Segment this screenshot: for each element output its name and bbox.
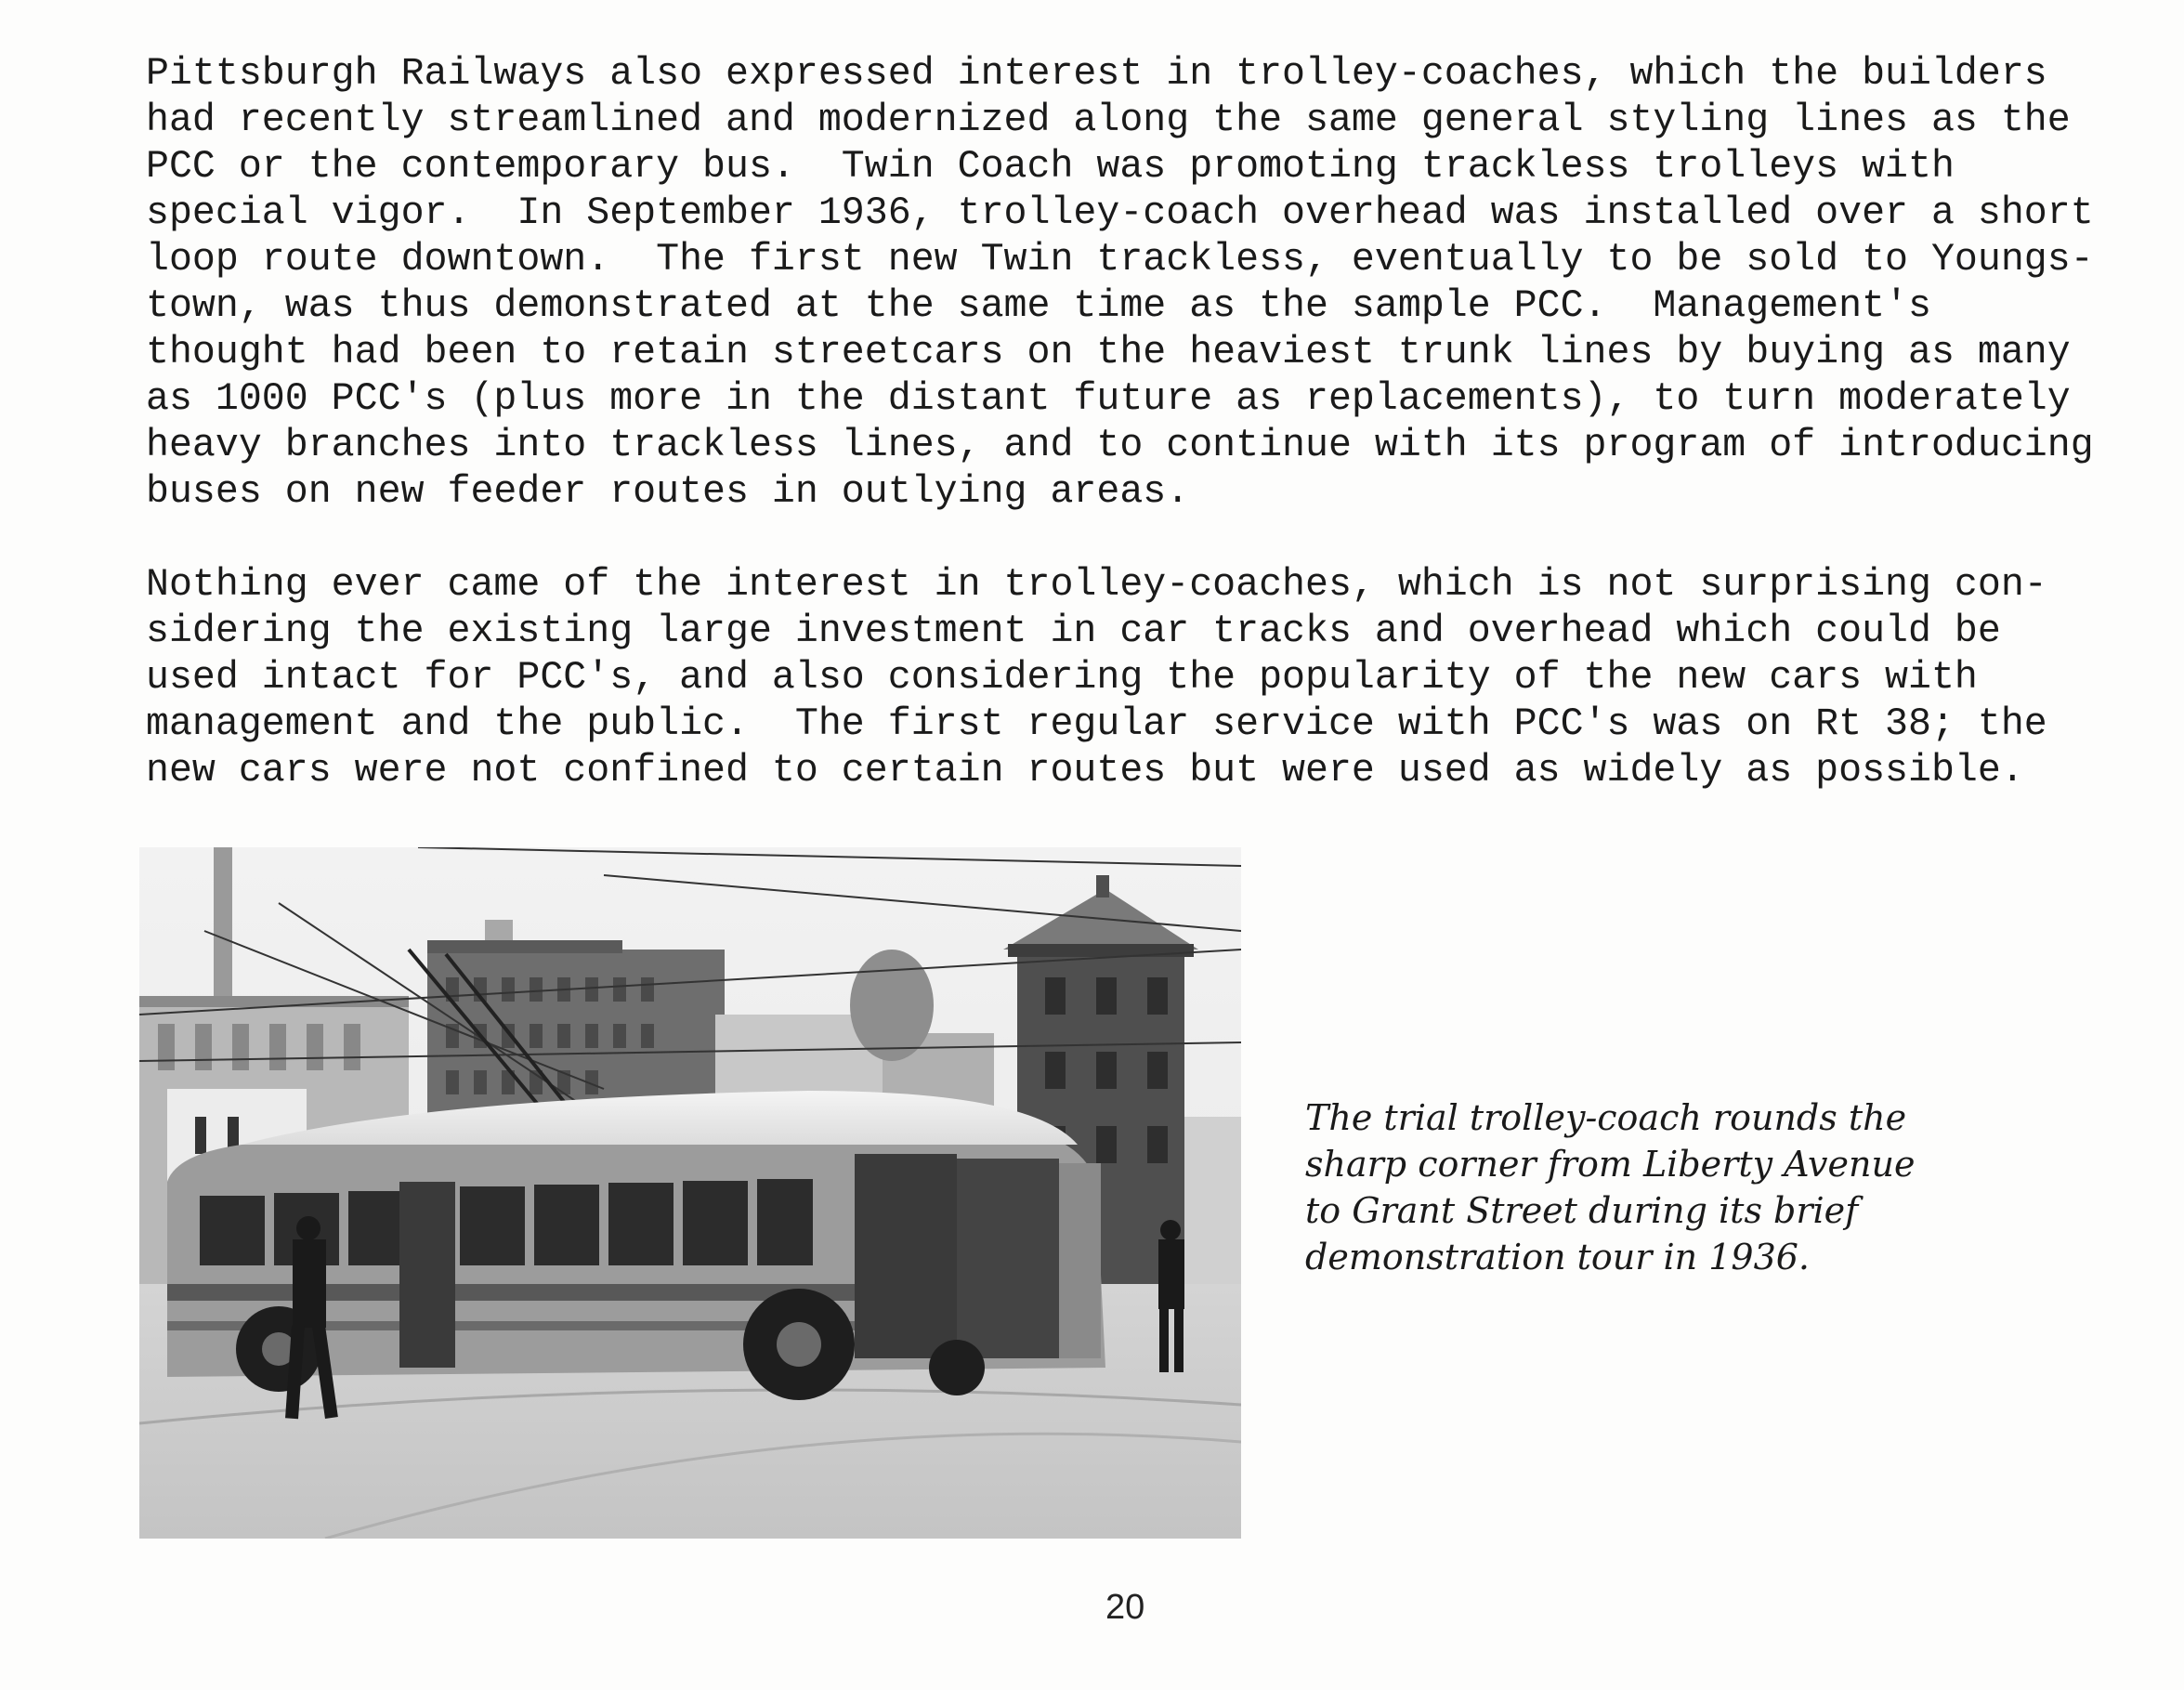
paragraph-1-line: PCC or the contemporary bus. Twin Coach was promoting trackless trolleys with xyxy=(146,145,1955,189)
caption-line: to Grant Street during its brief xyxy=(1305,1190,1859,1231)
trolley-coach-photo xyxy=(139,847,1241,1539)
photo-illustration xyxy=(139,847,1241,1539)
caption-line: sharp corner from Liberty Avenue xyxy=(1305,1144,1916,1185)
paragraph-1-line: thought had been to retain streetcars on the heaviest trunk lines by buying as many xyxy=(146,331,2071,374)
paragraph-2-line: used intact for PCC's, and also considering the popularity of the new cars with xyxy=(146,656,1978,700)
paragraph-2-line: Nothing ever came of the interest in trolley-coaches, which is not surprising con- xyxy=(146,563,2047,607)
paragraph-2-line: management and the public. The first regular service with PCC's was on Rt 38; the xyxy=(146,702,2047,746)
paragraph-2-line: sidering the existing large investment in car tracks and overhead which could be xyxy=(146,609,2001,653)
paragraph-1-line: town, was thus demonstrated at the same time as the sample PCC. Management's xyxy=(146,284,1931,328)
paragraph-2-line: new cars were not confined to certain routes but were used as widely as possible. xyxy=(146,749,2024,793)
page-number: 20 xyxy=(1105,1588,1145,1627)
caption-line: The trial trolley-coach rounds the xyxy=(1305,1097,1907,1138)
caption-line: demonstration tour in 1936. xyxy=(1305,1237,1811,1277)
paragraph-1-line: heavy branches into trackless lines, and to continue with its program of introducing xyxy=(146,424,2094,467)
paragraph-1-line: had recently streamlined and modernized along the same general styling lines as the xyxy=(146,98,2071,142)
paragraph-1-line: buses on new feeder routes in outlying areas. xyxy=(146,470,1190,514)
paragraph-1-line: special vigor. In September 1936, trolley-coach overhead was installed over a short xyxy=(146,191,2094,235)
paragraph-1-line: Pittsburgh Railways also expressed interest in trolley-coaches, which the builders xyxy=(146,52,2047,96)
paragraph-1-line: loop route downtown. The first new Twin trackless, eventually to be sold to Youngs- xyxy=(146,238,2094,282)
paragraph-1-line: as 1000 PCC's (plus more in the distant future as replacements), to turn moderately xyxy=(146,377,2071,421)
